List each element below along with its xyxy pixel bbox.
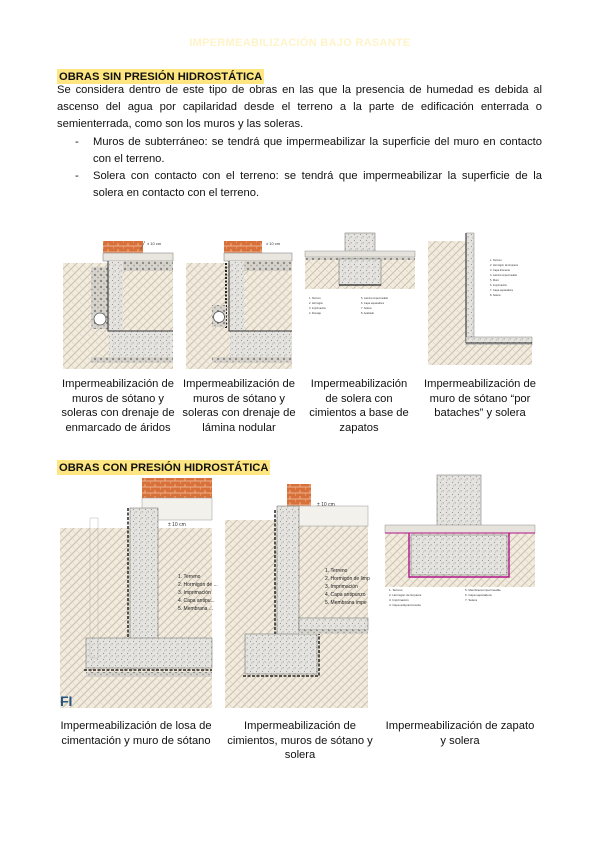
- figure-footing-slab: [385, 475, 535, 615]
- legend-item: 7. Solera: [465, 598, 478, 602]
- bullet-list: [57, 134, 542, 203]
- figure-wall-batches: [428, 233, 532, 365]
- intro-paragraph: Se considera dentro de este tipo de obras en las que la presencia de humedad es debida al ascenso del agua por capilaridad desde el terreno a la parte de edificación enterrada o semienterrada, como son los muros y las soleras.: [57, 84, 542, 131]
- section-heading-no-pressure: OBRAS SIN PRESIÓN HIDROSTÁTICA: [59, 71, 263, 83]
- legend-item: 5. Muro: [490, 279, 499, 282]
- legend-item: 5. Membrana impermeable: [465, 588, 501, 592]
- figure-label: ± 10 cm: [168, 522, 186, 528]
- figure-caption: Impermeabilización de solera con cimientos a base de zapatos: [309, 378, 409, 434]
- page-title: IMPERMEABILIZACIÓN BAJO RASANTE: [189, 37, 411, 49]
- legend-item: 4. Drenaje: [309, 312, 321, 315]
- legend-item: 4. Lámina impermeable: [490, 274, 518, 277]
- legend-item: 6. Imprimación: [490, 284, 508, 287]
- legend-item: 7. Capa separadora: [490, 289, 513, 292]
- figure-caption: Impermeabilización de muros de sótano y soleras con drenaje de lámina nodular: [182, 378, 296, 434]
- section-heading-with-pressure: OBRAS CON PRESIÓN HIDROSTÁTICA: [59, 462, 269, 474]
- legend-item: 1. Terreno: [178, 574, 201, 580]
- legend-item: 2. Hormigón de limp: [325, 576, 370, 582]
- legend-item: 5. Membrana ...: [178, 606, 214, 612]
- legend-item: 3. Imprimación: [178, 590, 211, 596]
- figure-slab-footings: [305, 233, 415, 323]
- legend-item: 8. Solera: [490, 294, 501, 297]
- figure-label: ± 10 cm: [147, 241, 162, 246]
- bullet-item: - Muros de subterráneo: se tendrá que impermeabilizar la superficie del muro en contacto con el terreno.: [57, 134, 542, 168]
- figure-caption: Impermeabilización de cimientos, muros de sótano y solera: [227, 720, 373, 761]
- legend-item: 8. Acabado: [361, 312, 374, 315]
- figure-caption: Impermeabilización de losa de cimentación y muro de sótano: [60, 720, 212, 747]
- intro-text: [57, 82, 542, 202]
- legend-item: 1. Terreno: [325, 568, 348, 574]
- legend-item: 1. Terreno: [490, 259, 502, 262]
- legend-item: 1. Terreno: [309, 297, 321, 300]
- legend-item: 5. Lámina impermeable: [361, 297, 389, 300]
- legend-item: 3. Imprimación: [325, 584, 358, 590]
- legend-item: 2. Hormigón de ...: [178, 582, 218, 588]
- figure-label: ± 10 cm: [317, 502, 335, 508]
- figure-caption: Impermeabilización de muros de sótano y soleras con drenaje de enmarcado de áridos: [61, 378, 175, 434]
- legend-item: 4. Capa antipunzo: [325, 592, 366, 598]
- legend-item: 2. Hormigón de limpieza: [490, 264, 518, 267]
- legend-item: 4. Capa antipu...: [178, 598, 215, 604]
- legend-item: 2. Hormigón: [309, 302, 324, 305]
- bullet-item: - Solera con contacto con el terreno: se tendrá que impermeabilizar la superficie de la solera en contacto con el terreno.: [57, 168, 542, 202]
- legend-item: 5. Membrana impe: [325, 600, 367, 606]
- legend-item: 7. Solera: [361, 307, 372, 310]
- legend-item: 1. Terreno: [389, 588, 403, 592]
- figure-wall-nodular-drain: [186, 237, 292, 369]
- legend-item: 4. Capa antipunzonante: [389, 603, 421, 607]
- figure-label: ± 10 cm: [266, 241, 281, 246]
- legend-item: 3. Capa drenante: [490, 269, 511, 272]
- figure-caption: Impermeabilización de muro de sótano “por bataches” y solera: [424, 378, 536, 419]
- figure-caption: Impermeabilización de zapato y solera: [385, 720, 535, 747]
- legend-item: 3. Imprimación: [309, 307, 327, 310]
- legend-item: 6. Capa separadora: [361, 302, 384, 305]
- figure-foundation-wall-slab: [225, 484, 368, 708]
- legend-item: 6. Capa separadora: [465, 593, 492, 597]
- logo-fi: FI: [60, 693, 73, 709]
- figure-raft-foundation: [60, 478, 218, 709]
- legend-item: 2. Hormigón de limpieza: [389, 593, 422, 597]
- figure-wall-gravel-drain: [63, 237, 173, 369]
- legend-item: 3. Imprimación: [389, 598, 409, 602]
